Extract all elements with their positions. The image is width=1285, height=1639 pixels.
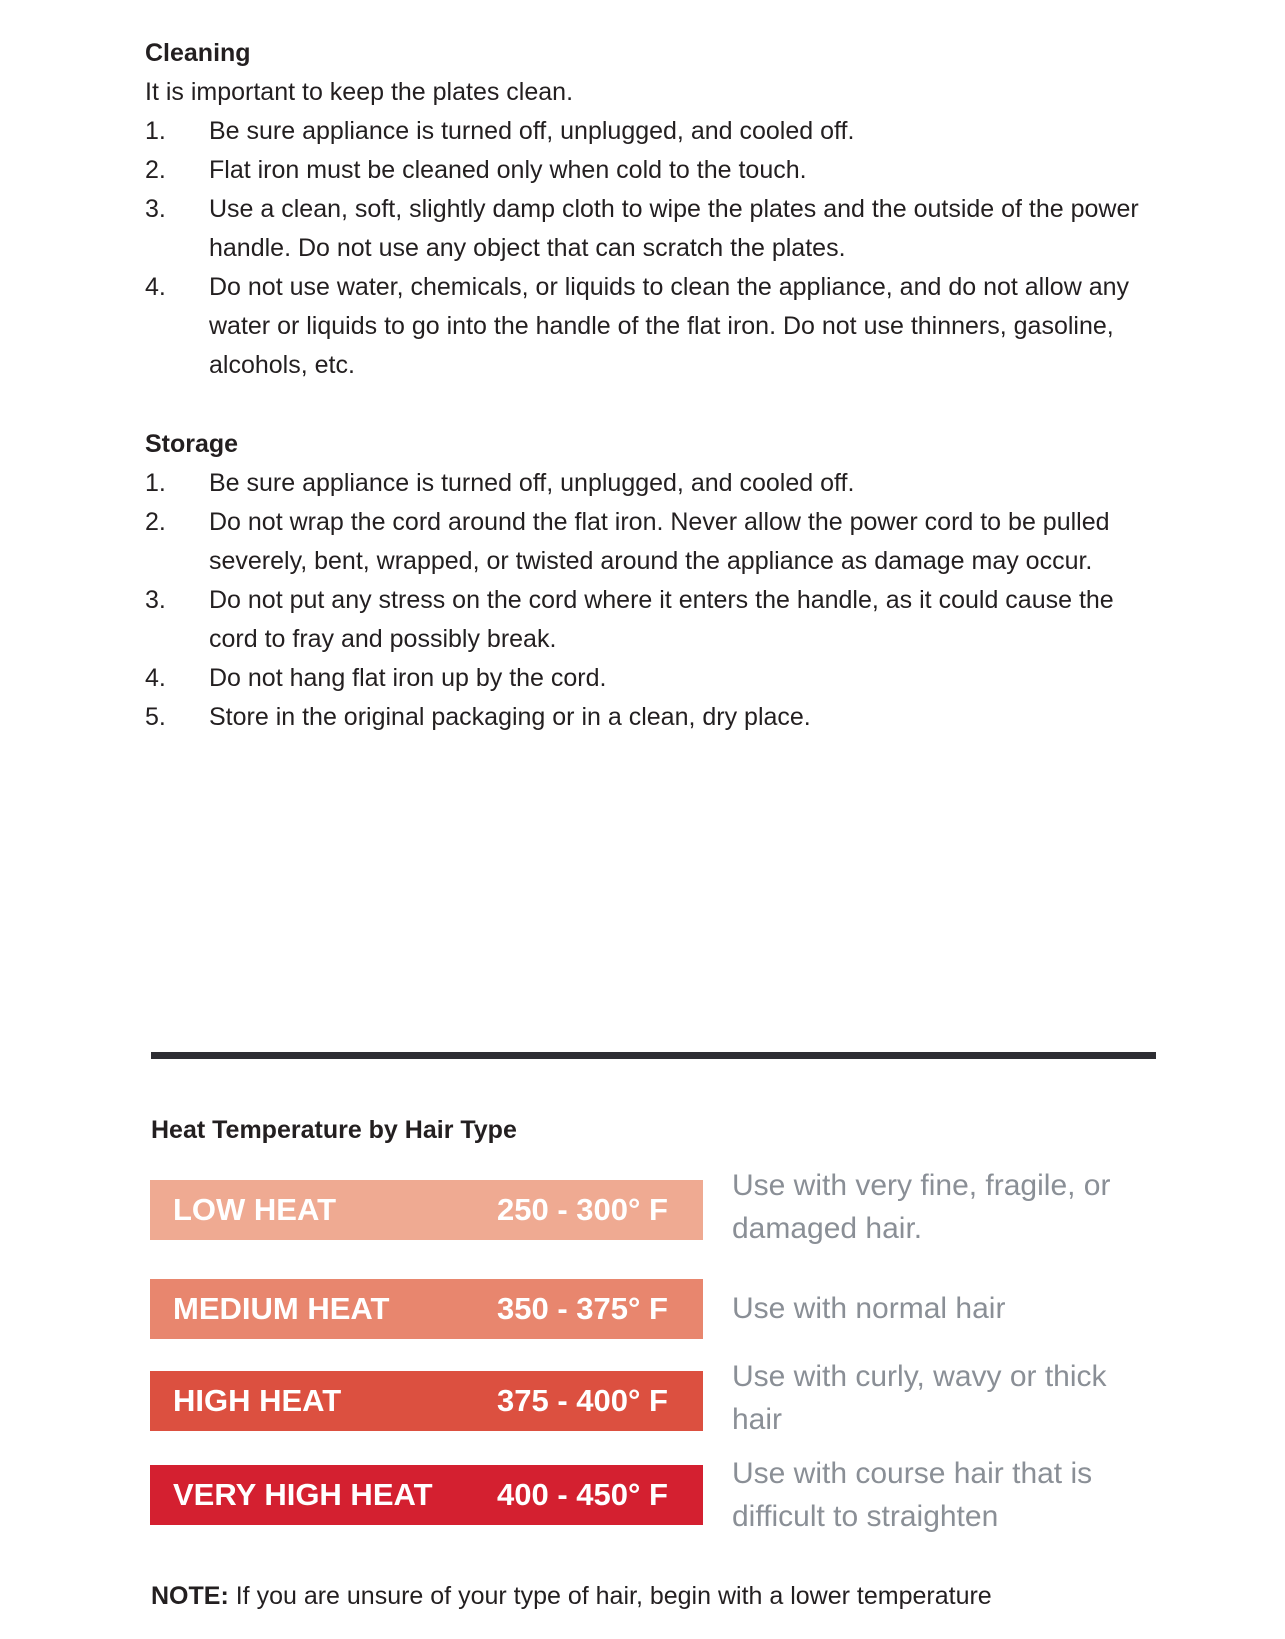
heat-bar: [150, 1465, 703, 1525]
heat-level-label: MEDIUM HEAT: [173, 1291, 390, 1326]
heat-level-label: HIGH HEAT: [173, 1383, 342, 1418]
step-number: 4.: [145, 664, 166, 692]
step-text: Be sure appliance is turned off, unplugged, and cooled off.: [209, 117, 855, 145]
cleaning-steps-list: [145, 112, 1165, 385]
note-label: NOTE:: [151, 1582, 229, 1610]
step-text: Do not put any stress on the cord where it enters the handle, as it could cause the cord to fray and possibly break.: [209, 586, 1114, 653]
heat-bar: [150, 1180, 703, 1240]
step-number: 3.: [145, 586, 166, 614]
heat-level-label: LOW HEAT: [173, 1192, 337, 1227]
cleaning-intro: It is important to keep the plates clean.: [145, 78, 574, 106]
step-text: Use a clean, soft, slightly damp cloth to wipe the plates and the outside of the power handle. Do not use any object that can scratch the plates.: [209, 195, 1139, 262]
step-text: Flat iron must be cleaned only when cold to the touch.: [209, 156, 807, 184]
heat-range-label: 400 - 450° F: [497, 1477, 668, 1512]
step-text: Do not hang flat iron up by the cord.: [209, 664, 607, 692]
step-number: 5.: [145, 703, 166, 731]
list-item: [145, 464, 1165, 503]
list-item: [145, 268, 1165, 385]
step-number: 1.: [145, 117, 166, 145]
heat-range-label: 350 - 375° F: [497, 1291, 668, 1326]
step-text: Do not wrap the cord around the flat iron. Never allow the power cord to be pulled severely, bent, wrapped, or twisted around the appliance as damage may occur.: [209, 508, 1110, 575]
cleaning-section: [145, 34, 1165, 385]
list-item: [145, 698, 1165, 737]
heat-description: Use with course hair that is difficult to straighten: [732, 1457, 1093, 1533]
list-item: [145, 190, 1165, 268]
note-body: If you are unsure of your type of hair, begin with a lower temperature: [228, 1582, 992, 1610]
step-number: 2.: [145, 156, 166, 184]
list-item: [145, 151, 1165, 190]
list-item: [145, 581, 1165, 659]
step-number: 4.: [145, 273, 166, 301]
section-divider: [151, 1052, 1156, 1059]
list-item: [145, 112, 1165, 151]
list-item: [145, 503, 1165, 581]
list-item: [145, 659, 1165, 698]
step-number: 1.: [145, 469, 166, 497]
heat-description: Use with curly, wavy or thick hair: [732, 1360, 1107, 1436]
heat-table-title: Heat Temperature by Hair Type: [151, 1116, 517, 1144]
heat-description: Use with very fine, fragile, or damaged hair.: [732, 1169, 1111, 1245]
heat-bar: [150, 1371, 703, 1431]
heat-range-label: 375 - 400° F: [497, 1383, 668, 1418]
step-number: 2.: [145, 508, 166, 536]
note-text: [151, 1578, 992, 1614]
heat-description: Use with normal hair: [732, 1292, 1006, 1325]
step-number: 3.: [145, 195, 166, 223]
step-text: Be sure appliance is turned off, unplugged, and cooled off.: [209, 469, 855, 497]
step-text: Do not use water, chemicals, or liquids to clean the appliance, and do not allow any water or liquids to go into the handle of the flat iron. Do not use thinners, gasoline, alcohols, etc.: [209, 273, 1129, 379]
storage-steps-list: [145, 464, 1165, 737]
storage-heading: Storage: [145, 430, 239, 458]
heat-bar: [150, 1279, 703, 1339]
cleaning-heading: Cleaning: [145, 39, 251, 67]
heat-level-label: VERY HIGH HEAT: [173, 1477, 433, 1512]
storage-section: [145, 425, 1165, 737]
step-text: Store in the original packaging or in a clean, dry place.: [209, 703, 811, 731]
heat-range-label: 250 - 300° F: [497, 1192, 668, 1227]
